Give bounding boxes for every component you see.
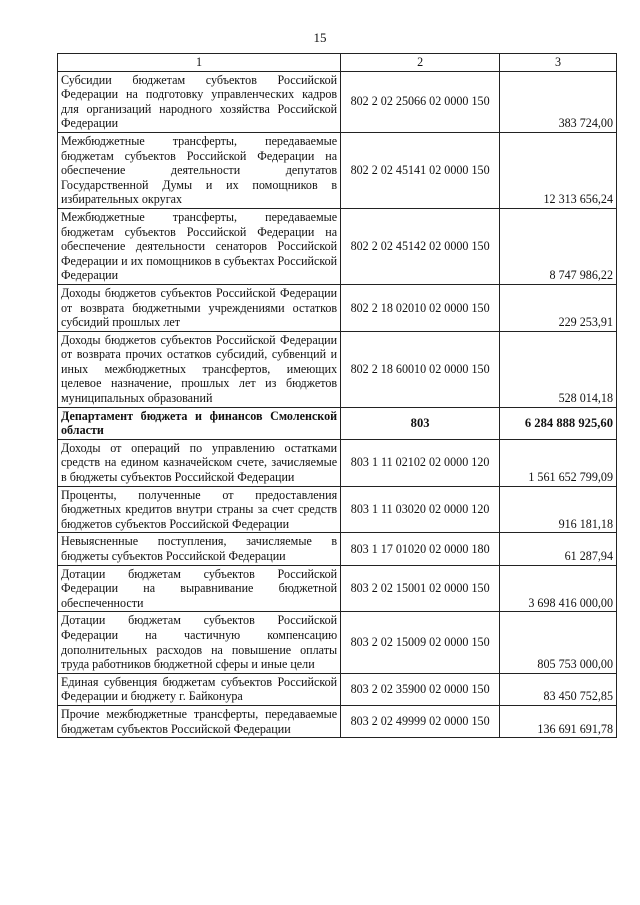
table-row (58, 331, 617, 407)
budget-code-cell: 802 2 18 60010 02 0000 150 (341, 331, 500, 407)
budget-code-cell: 803 2 02 49999 02 0000 150 (341, 705, 500, 737)
revenue-name-cell: Невыясненные поступления, зачисляемые в бюджеты субъектов Российской Федерации (58, 533, 341, 565)
budget-code-cell: 803 (341, 407, 500, 439)
amount-cell: 916 181,18 (500, 486, 617, 533)
budget-code-cell: 803 1 17 01020 02 0000 180 (341, 533, 500, 565)
table-row (58, 486, 617, 533)
amount-cell: 6 284 888 925,60 (500, 407, 617, 439)
revenue-name-cell: Доходы бюджетов субъектов Российской Федерации от возврата прочих остатков субсидий, субвенций и иных межбюджетных трансфертов, имеющих целевое назначение, прошлых лет из бюджетов муниципальных образований (58, 331, 341, 407)
revenue-name-cell: Субсидии бюджетам субъектов Российской Федерации на подготовку управленческих кадров для организаций народного хозяйства Российской Федерации (58, 71, 341, 132)
revenue-name-cell: Единая субвенция бюджетам субъектов Российской Федерации и бюджету г. Байконура (58, 673, 341, 705)
table-row (58, 132, 617, 208)
column-header-3: 3 (500, 54, 617, 72)
revenue-name-cell: Межбюджетные трансферты, передаваемые бюджетам субъектов Российской Федерации на обеспечение деятельности депутатов Государственной Думы и их помощников в избирательных округах (58, 132, 341, 208)
column-header-1: 1 (58, 54, 341, 72)
amount-cell: 83 450 752,85 (500, 673, 617, 705)
revenue-name-cell: Дотации бюджетам субъектов Российской Федерации на частичную компенсацию дополнительных расходов на повышение оплаты труда работников бюджетной сферы и иные цели (58, 612, 341, 673)
budget-code-cell: 803 1 11 02102 02 0000 120 (341, 439, 500, 486)
revenue-name-cell: Проценты, полученные от предоставления бюджетных кредитов внутри страны за счет средств бюджетов субъектов Российской Федерации (58, 486, 341, 533)
table-row (58, 71, 617, 132)
table-row (58, 208, 617, 284)
budget-code-cell: 802 2 02 25066 02 0000 150 (341, 71, 500, 132)
amount-cell: 61 287,94 (500, 533, 617, 565)
amount-cell: 805 753 000,00 (500, 612, 617, 673)
amount-cell: 229 253,91 (500, 284, 617, 331)
amount-cell: 383 724,00 (500, 71, 617, 132)
revenue-name-cell: Межбюджетные трансферты, передаваемые бюджетам субъектов Российской Федерации на обеспечение деятельности сенаторов Российской Федерации и их помощников в субъектах Российской Федерации (58, 208, 341, 284)
budget-code-cell: 803 2 02 35900 02 0000 150 (341, 673, 500, 705)
amount-cell: 8 747 986,22 (500, 208, 617, 284)
budget-code-cell: 802 2 18 02010 02 0000 150 (341, 284, 500, 331)
amount-cell: 528 014,18 (500, 331, 617, 407)
table-row (58, 439, 617, 486)
amount-cell: 3 698 416 000,00 (500, 565, 617, 612)
table-row (58, 612, 617, 673)
page-number: 15 (313, 30, 327, 45)
table-row (58, 705, 617, 737)
revenue-name-cell: Доходы бюджетов субъектов Российской Федерации от возврата бюджетными учреждениями остатков субсидий прошлых лет (58, 284, 341, 331)
table-row (58, 565, 617, 612)
table-row (58, 284, 617, 331)
revenue-table (57, 53, 617, 738)
revenue-name-cell: Департамент бюджета и финансов Смоленской области (58, 407, 341, 439)
budget-code-cell: 803 2 02 15009 02 0000 150 (341, 612, 500, 673)
budget-code-cell: 802 2 02 45141 02 0000 150 (341, 132, 500, 208)
column-header-2: 2 (341, 54, 500, 72)
revenue-name-cell: Дотации бюджетам субъектов Российской Федерации на выравнивание бюджетной обеспеченности (58, 565, 341, 612)
budget-code-cell: 802 2 02 45142 02 0000 150 (341, 208, 500, 284)
amount-cell: 1 561 652 799,09 (500, 439, 617, 486)
revenue-name-cell: Доходы от операций по управлению остатками средств на едином казначейском счете, зачисляемые в бюджеты субъектов Российской Федерации (58, 439, 341, 486)
revenue-name-cell: Прочие межбюджетные трансферты, передаваемые бюджетам субъектов Российской Федерации (58, 705, 341, 737)
amount-cell: 12 313 656,24 (500, 132, 617, 208)
budget-code-cell: 803 2 02 15001 02 0000 150 (341, 565, 500, 612)
table-row (58, 673, 617, 705)
amount-cell: 136 691 691,78 (500, 705, 617, 737)
table-header-row (58, 54, 617, 72)
table-row (58, 533, 617, 565)
budget-code-cell: 803 1 11 03020 02 0000 120 (341, 486, 500, 533)
table-row-department (58, 407, 617, 439)
